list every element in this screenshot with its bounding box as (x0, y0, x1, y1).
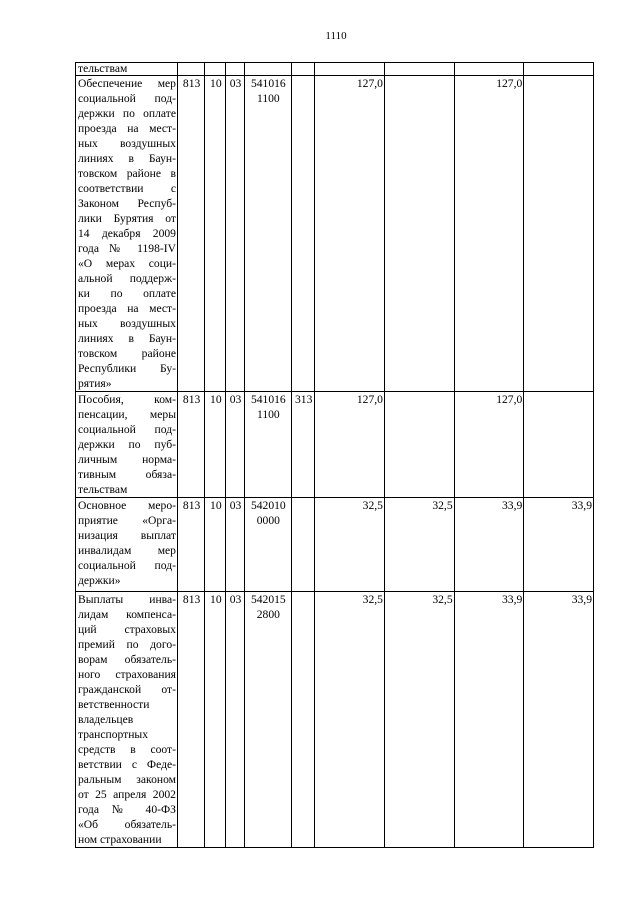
cell-pr: 03 (226, 592, 244, 848)
cell-name-line: ветственности (78, 698, 150, 711)
cell-name-line: проезда на мест- (78, 122, 176, 135)
cell-name (76, 592, 178, 848)
cell-name-line: личным норма- (78, 453, 176, 466)
budget-table (75, 62, 594, 848)
cell-name-line: инвалидам мер (78, 544, 176, 557)
cell-sum-2: 32,5 (384, 498, 454, 592)
cell-sum-1: 127,0 (315, 76, 385, 392)
table-row (76, 592, 594, 848)
cell-csr-line: 542015 (250, 593, 286, 606)
cell-csr-line: 541016 (250, 393, 286, 406)
cell-name-line: Основное меро- (78, 499, 176, 512)
cell-sum-3 (454, 63, 524, 76)
cell-csr (244, 392, 291, 498)
cell-name-line: ций страховых (78, 623, 176, 636)
cell-name (76, 63, 178, 76)
cell-name-line: «О мерах соци- (78, 257, 176, 270)
table-body (76, 63, 594, 848)
cell-name-line: альной поддерж- (78, 272, 176, 285)
cell-sum-4: 33,9 (524, 498, 594, 592)
cell-name-line: держки по пуб- (78, 438, 176, 451)
cell-ved: 813 (177, 592, 204, 848)
cell-name-line: Выплаты инва- (78, 593, 176, 606)
cell-csr (244, 592, 291, 848)
table-row (76, 392, 594, 498)
cell-csr-line: 2800 (256, 608, 280, 621)
cell-vr (292, 63, 315, 76)
cell-rz: 10 (205, 76, 226, 392)
cell-csr (244, 63, 291, 76)
cell-name-line: социальной под- (78, 92, 176, 105)
cell-name-line: года № 1198-IV (78, 242, 176, 255)
cell-name-line: гражданской от- (78, 683, 176, 696)
cell-sum-2 (384, 76, 454, 392)
cell-ved: 813 (177, 76, 204, 392)
cell-csr-line: 541016 (250, 77, 286, 90)
cell-name-line: товском районе (78, 347, 176, 360)
cell-name-line: тельствам (78, 483, 128, 496)
cell-name-line: ных воздушных (78, 317, 176, 330)
cell-vr (292, 592, 315, 848)
cell-name-line: ворам обязатель- (78, 653, 176, 666)
cell-name-line: владельцев (78, 713, 134, 726)
cell-name (76, 76, 178, 392)
cell-rz: 10 (205, 592, 226, 848)
cell-sum-1: 32,5 (315, 498, 385, 592)
cell-ved: 813 (177, 498, 204, 592)
cell-name-line: ветствии с Феде- (78, 758, 176, 771)
cell-rz: 10 (205, 498, 226, 592)
cell-name-line: лидам компенса- (78, 608, 176, 621)
cell-name-line: от 25 апреля 2002 (78, 788, 176, 801)
cell-name-line: социальной под- (78, 559, 176, 572)
cell-name-line: лики Бурятия от (78, 212, 176, 225)
cell-name-line: держки по оплате (78, 107, 176, 120)
cell-sum-2 (384, 392, 454, 498)
cell-sum-3: 33,9 (454, 498, 524, 592)
cell-name-line: Республики Бу- (78, 362, 176, 375)
cell-csr-line: 1100 (256, 92, 280, 105)
cell-sum-3: 127,0 (454, 76, 524, 392)
cell-sum-1 (315, 63, 385, 76)
cell-sum-2 (384, 63, 454, 76)
cell-pr: 03 (226, 498, 244, 592)
table-row (76, 76, 594, 392)
cell-rz (205, 63, 226, 76)
cell-csr-line: 1100 (256, 408, 280, 421)
cell-csr (244, 76, 291, 392)
cell-name-line: ного страхования (78, 668, 176, 681)
cell-name (76, 392, 178, 498)
cell-name-line: тивным обяза- (78, 468, 176, 481)
cell-sum-3: 127,0 (454, 392, 524, 498)
cell-ved: 813 (177, 392, 204, 498)
cell-csr-line: 0000 (256, 514, 280, 527)
cell-name-line: Пособия, ком- (78, 393, 176, 406)
cell-sum-1: 127,0 (315, 392, 385, 498)
cell-csr-line: 542010 (250, 499, 286, 512)
page-number: 1110 (325, 30, 347, 42)
cell-name-line: линиях в Баун- (78, 152, 176, 165)
cell-sum-4: 33,9 (524, 592, 594, 848)
cell-name-line: пенсации, меры (78, 408, 176, 421)
cell-sum-1: 32,5 (315, 592, 385, 848)
cell-rz: 10 (205, 392, 226, 498)
cell-name-line: тельствам (78, 62, 128, 75)
cell-name-line: линиях в Баун- (78, 332, 176, 345)
cell-sum-4 (524, 63, 594, 76)
cell-name (76, 498, 178, 592)
cell-vr (292, 76, 315, 392)
cell-vr: 313 (292, 392, 315, 498)
cell-name-line: года № 40-ФЗ (78, 803, 176, 816)
cell-name-line: проезда на мест- (78, 302, 176, 315)
cell-pr (226, 63, 244, 76)
cell-name-line: «Об обязатель- (78, 818, 176, 831)
cell-name-line: рятия» (78, 377, 112, 390)
cell-name-line: низация выплат (78, 529, 176, 542)
cell-name-line: ном страховании (78, 833, 162, 846)
cell-name-line: социальной под- (78, 423, 176, 436)
cell-name-line: премий по дого- (78, 638, 176, 651)
table-row (76, 498, 594, 592)
cell-name-line: приятие «Орга- (78, 514, 176, 527)
cell-pr: 03 (226, 392, 244, 498)
cell-name-line: средств в соот- (78, 743, 176, 756)
cell-name-line: ральным законом (78, 773, 176, 786)
cell-pr: 03 (226, 76, 244, 392)
cell-name-line: ки по оплате (78, 287, 176, 300)
cell-name-line: держки» (78, 574, 121, 587)
cell-csr (244, 498, 291, 592)
cell-name-line: ных воздушных (78, 137, 176, 150)
cell-name-line: 14 декабря 2009 (78, 227, 176, 240)
cell-name-line: Обеспечение мер (78, 77, 176, 90)
cell-sum-4 (524, 392, 594, 498)
cell-name-line: Законом Респуб- (78, 197, 176, 210)
cell-name-line: товском районе в (78, 167, 176, 180)
cell-name-line: соответствии с (78, 182, 176, 195)
table-row (76, 63, 594, 76)
cell-vr (292, 498, 315, 592)
cell-ved (177, 63, 204, 76)
cell-sum-3: 33,9 (454, 592, 524, 848)
cell-sum-2: 32,5 (384, 592, 454, 848)
cell-name-line: транспортных (78, 728, 149, 741)
cell-sum-4 (524, 76, 594, 392)
